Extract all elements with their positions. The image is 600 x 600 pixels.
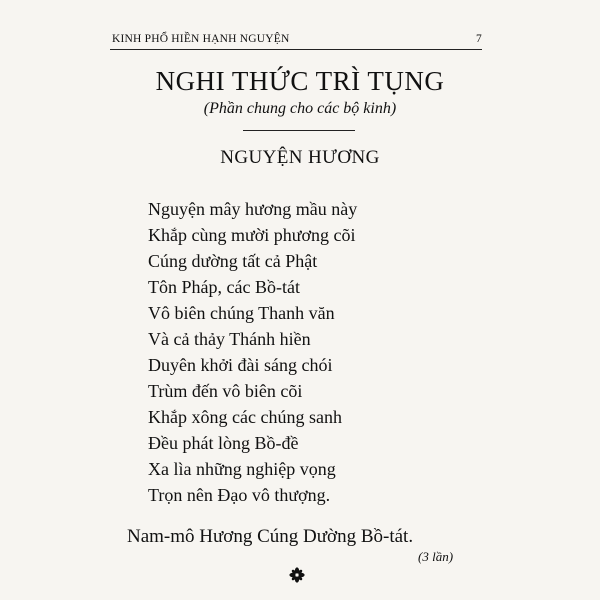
running-title: KINH PHỔ HIỀN HẠNH NGUYỆN bbox=[112, 33, 290, 45]
verse-line: Và cả thảy Thánh hiền bbox=[148, 329, 311, 349]
title-divider bbox=[243, 130, 355, 131]
closing-invocation: Nam-mô Hương Cúng Dường Bồ-tát. bbox=[127, 526, 414, 547]
verse-line: Nguyện mây hương mầu này bbox=[148, 199, 358, 219]
running-header bbox=[112, 33, 482, 45]
verse-line: Xa lìa những nghiệp vọng bbox=[148, 459, 336, 479]
header-rule bbox=[110, 49, 482, 50]
verse-line: Trùm đến vô biên cõi bbox=[148, 381, 303, 401]
section-heading: NGUYỆN HƯƠNG bbox=[220, 147, 380, 168]
verse-line: Tôn Pháp, các Bồ-tát bbox=[148, 277, 300, 297]
verse-line: Khắp cùng mười phương cõi bbox=[148, 225, 356, 245]
page-number: 7 bbox=[476, 33, 482, 45]
verse-list bbox=[148, 196, 357, 508]
verse-line: Đều phát lòng Bồ-đề bbox=[148, 433, 299, 453]
verse-line: Khắp xông các chúng sanh bbox=[148, 407, 342, 427]
flower-ornament-icon bbox=[289, 567, 305, 583]
verse-line: Vô biên chúng Thanh văn bbox=[148, 303, 335, 323]
page-title: NGHI THỨC TRÌ TỤNG bbox=[155, 66, 445, 96]
repeat-note: (3 lần) bbox=[418, 549, 454, 564]
verse-line: Cúng dường tất cả Phật bbox=[148, 251, 318, 271]
verse-line: Trọn nên Đạo vô thượng. bbox=[148, 485, 331, 505]
verse-line: Duyên khởi đài sáng chói bbox=[148, 355, 333, 375]
page-subtitle: (Phần chung cho các bộ kinh) bbox=[203, 100, 397, 117]
